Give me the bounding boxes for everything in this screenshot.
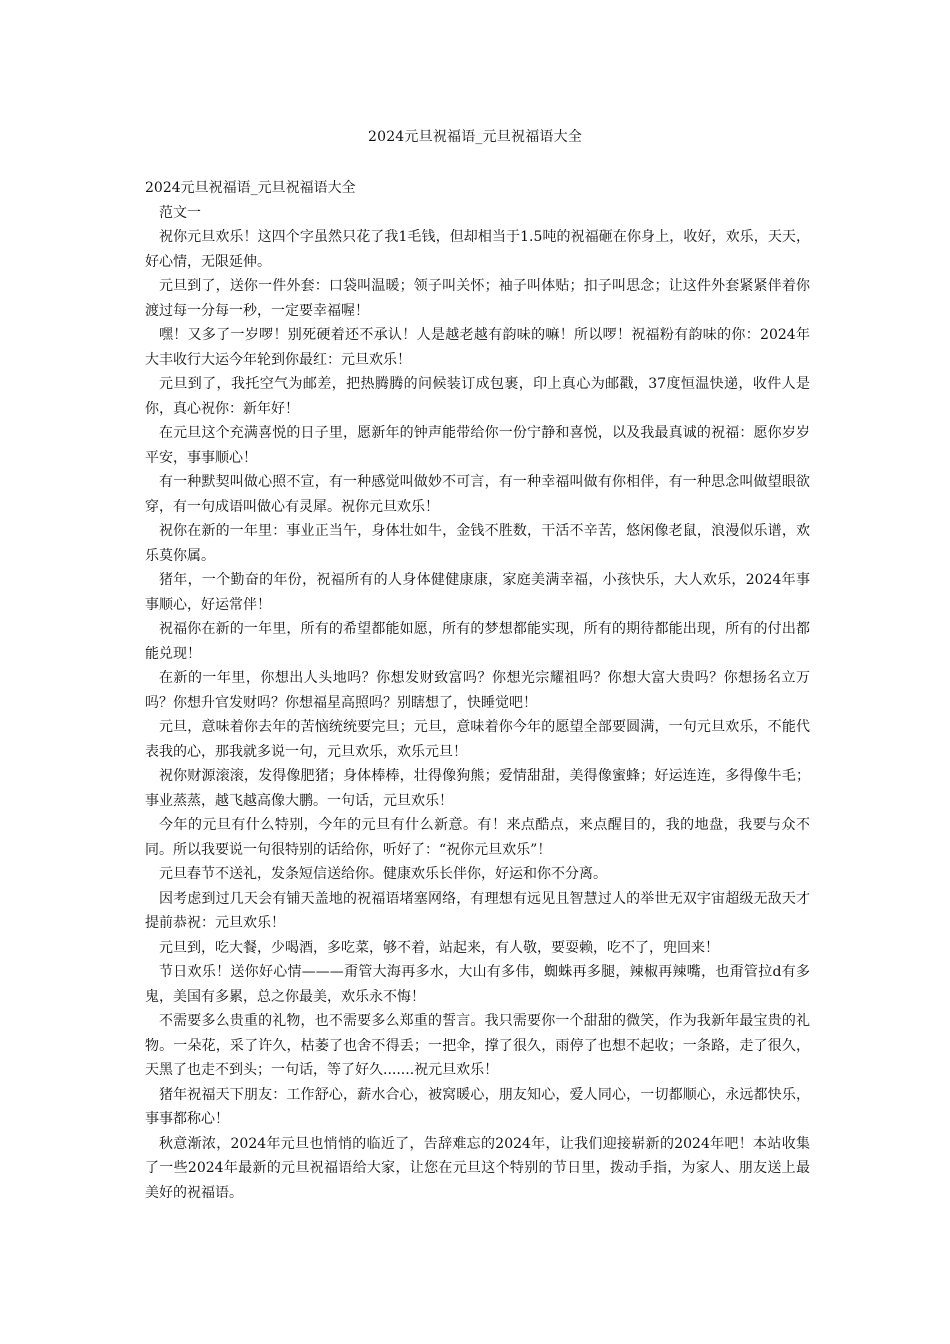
paragraph: 元旦到，吃大餐，少喝酒，多吃菜，够不着，站起来，有人敬，要耍赖，吃不了，兜回来！ [159,939,719,956]
paragraph: 因考虑到过几天会有铺天盖地的祝福语堵塞网络，有理想有远见且智慧过人的举世无双宇宙超级无敌天才提前恭祝：元旦欢乐！ [145,890,810,931]
paragraph: 节日欢乐！送你好心情———甭管大海再多水，大山有多伟，蜘蛛再多腿，辣椒再辣嘴，也甭管拉d有多鬼，美国有多累，总之你最美，欢乐永不悔！ [145,964,810,1005]
paragraph: 祝你在新的一年里：事业正当午，身体壮如牛，金钱不胜数，干活不辛苦，悠闲像老鼠，浪漫似乐谱，欢乐莫你属。 [145,523,810,564]
paragraph: 猪年祝福天下朋友：工作舒心，薪水合心，被窝暖心，朋友知心，爱人同心，一切都顺心，永远都快乐，事事都称心！ [145,1086,810,1127]
paragraph: 在新的一年里，你想出人头地吗？你想发财致富吗？你想光宗耀祖吗？你想大富大贵吗？你想扬名立万吗？你想升官发财吗？你想福星高照吗？别瞎想了，快睡觉吧！ [145,670,810,711]
paragraph: 嘿！又多了一岁啰！别死硬着还不承认！人是越老越有韵味的嘛！所以啰！祝福粉有韵味的你：2024年大丰收行大运今年轮到你最红：元旦欢乐！ [145,327,810,368]
closing-paragraph: 秋意渐浓，2024年元旦也悄悄的临近了，告辞难忘的2024年，让我们迎接崭新的2024年吧！本站收集了一些2024年最新的元旦祝福语给大家，让您在元旦这个特别的节日里，拨动手指，为家人、朋友送上最美好的祝福语。 [145,1135,810,1201]
paragraph: 猪年，一个勤奋的年份，祝福所有的人身体健健康康，家庭美满幸福，小孩快乐，大人欢乐，2024年事事顺心，好运常伴！ [145,572,810,613]
document-title: 2024元旦祝福语_元旦祝福语大全 [367,129,583,145]
paragraph: 不需要多么贵重的礼物，也不需要多么郑重的誓言。我只需要你一个甜甜的微笑，作为我新年最宝贵的礼物。一朵花，采了许久，枯萎了也舍不得丢；一把伞，撑了很久，雨停了也想不起收；一条路，走了很久，天黑了也走不到头；一句话，等了好久.......祝元旦欢乐！ [145,1013,810,1078]
document-heading: 2024元旦祝福语_元旦祝福语大全 [145,180,356,196]
paragraph: 元旦到了，送你一件外套：口袋叫温暖；领子叫关怀；袖子叫体贴；扣子叫思念；让这件外套紧紧伴着你渡过每一分每一秒，一定要幸福喔！ [145,278,810,319]
paragraph: 祝你元旦欢乐！这四个字虽然只花了我1毛钱，但却相当于1.5吨的祝福砸在你身上，收好，欢乐，天天，好心情，无限延伸。 [145,229,810,270]
document-body [145,176,810,1205]
paragraph: 元旦春节不送礼，发条短信送给你。健康欢乐长伴你，好运和你不分离。 [159,866,607,882]
paragraph: 元旦，意味着你去年的苦恼统统要完旦；元旦，意味着你今年的愿望全部要圆满，一句元旦欢乐，不能代表我的心，那我就多说一句，元旦欢乐，欢乐元旦！ [145,719,810,760]
paragraph: 祝你财源滚滚，发得像肥猪；身体棒棒，壮得像狗熊；爱情甜甜，美得像蜜蜂；好运连连，多得像牛毛；事业蒸蒸，越飞越高像大鹏。一句话，元旦欢乐！ [145,768,810,809]
paragraph: 元旦到了，我托空气为邮差，把热腾腾的问候装订成包裹，印上真心为邮戳，37度恒温快递，收件人是你，真心祝你：新年好！ [145,376,810,417]
section-label: 范文一 [159,204,201,221]
paragraph: 有一种默契叫做心照不宣，有一种感觉叫做妙不可言，有一种幸福叫做有你相伴，有一种思念叫做望眼欲穿，有一句成语叫做心有灵犀。祝你元旦欢乐！ [145,474,810,515]
paragraph: 今年的元旦有什么特别，今年的元旦有什么新意。有！来点酷点，来点醒目的，我的地盘，我要与众不同。所以我要说一句很特别的话给你，听好了：“祝你元旦欢乐”！ [145,817,810,858]
paragraph: 在元旦这个充满喜悦的日子里，愿新年的钟声能带给你一份宁静和喜悦，以及我最真诚的祝福：愿你岁岁平安，事事顺心！ [145,425,810,466]
paragraph: 祝福你在新的一年里，所有的希望都能如愿，所有的梦想都能实现，所有的期待都能出现，所有的付出都能兑现！ [145,621,810,662]
